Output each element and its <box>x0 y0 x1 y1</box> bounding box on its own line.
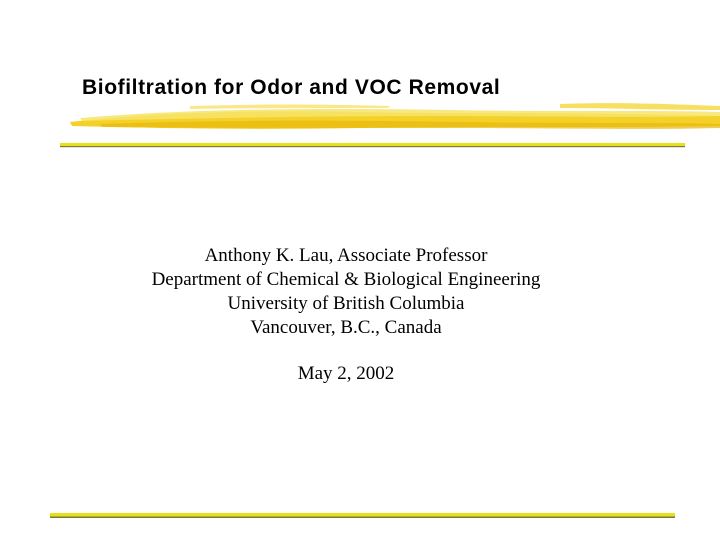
author-block <box>0 244 692 340</box>
top-divider-line <box>60 143 685 148</box>
bottom-divider-line <box>50 513 675 519</box>
author-department: Department of Chemical & Biological Engineering <box>151 269 541 290</box>
author-location: Vancouver, B.C., Canada <box>250 317 442 338</box>
title-brush-stroke <box>0 0 720 140</box>
slide-title: Biofiltration for Odor and VOC Removal <box>82 76 501 99</box>
presentation-date: May 2, 2002 <box>297 363 395 384</box>
author-university: University of British Columbia <box>227 293 465 314</box>
author-name-line: Anthony K. Lau, Associate Professor <box>204 245 488 266</box>
